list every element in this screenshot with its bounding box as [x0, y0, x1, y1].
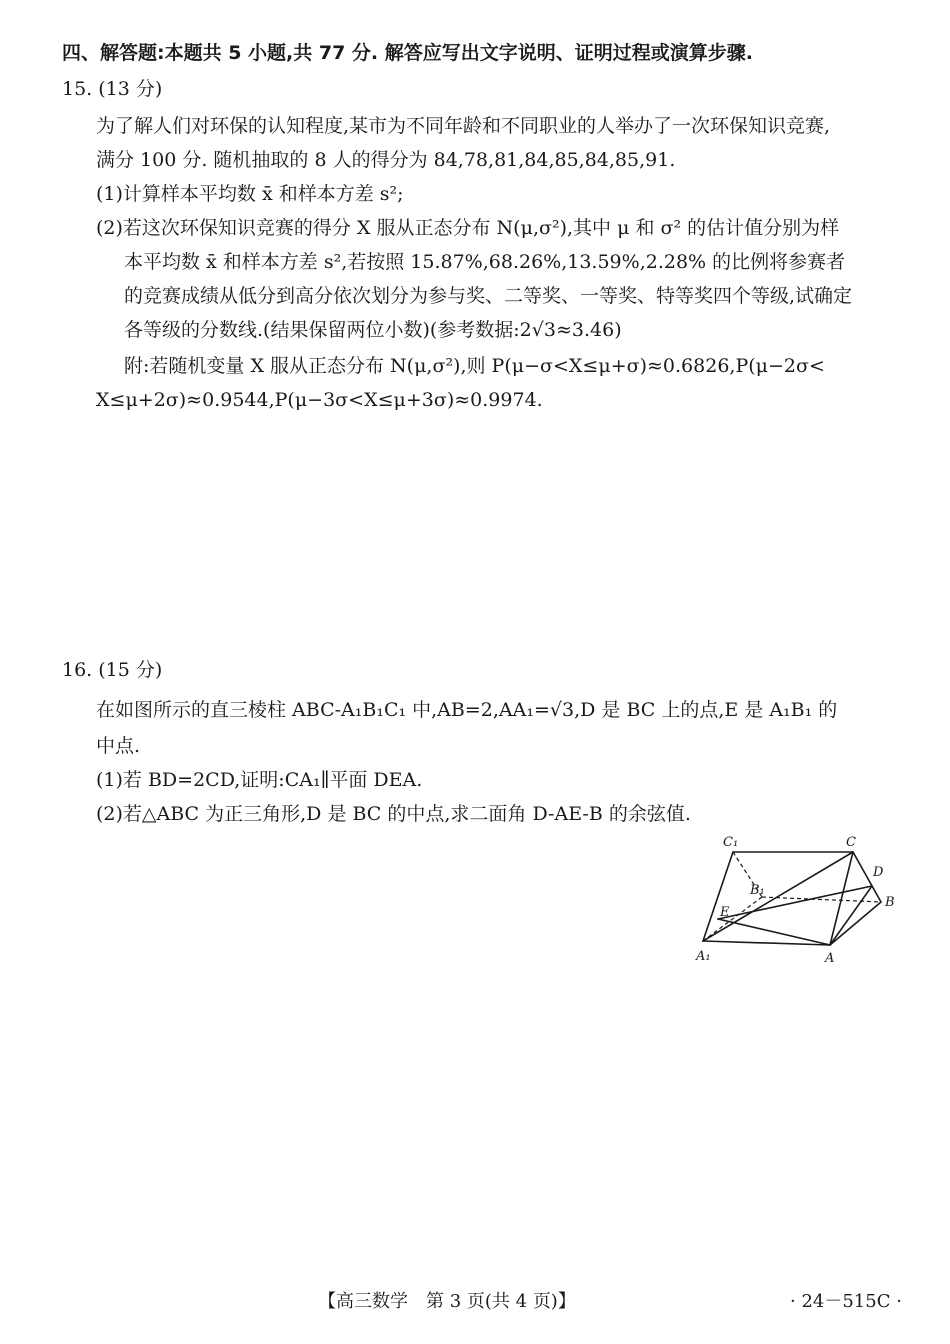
question-16-line: 中点.	[96, 735, 141, 757]
label-a: A	[825, 951, 835, 966]
label-e: E	[720, 905, 730, 920]
edge-c1-a1	[703, 852, 733, 941]
question-15-line: (1)计算样本平均数 x̄ 和样本方差 s²;	[96, 183, 404, 205]
label-b1: B₁	[750, 883, 765, 898]
label-c: C	[846, 835, 856, 850]
label-d: D	[873, 865, 884, 880]
question-15-line: 满分 100 分. 随机抽取的 8 人的得分为 84,78,81,84,85,84,85,91.	[96, 149, 676, 171]
question-15-line: (2)若这次环保知识竞赛的得分 X 服从正态分布 N(μ,σ²),其中 μ 和 σ² 的估计值分别为样	[96, 217, 840, 239]
segment-e-a	[718, 919, 830, 945]
question-15-line: X≤μ+2σ)≈0.9544,P(μ−3σ<X≤μ+3σ)≈0.9974.	[96, 389, 543, 411]
page-footer-code: · 24－515C ·	[790, 1291, 902, 1312]
segment-c-a1	[703, 852, 853, 941]
label-c1: C₁	[723, 835, 739, 850]
edge-a1-a	[703, 941, 830, 945]
question-15-line: 各等级的分数线.(结果保留两位小数)(参考数据:2√3≈3.46)	[124, 319, 622, 341]
section-header: 四、解答题:本题共 5 小题,共 77 分. 解答应写出文字说明、证明过程或演算步骤.	[62, 42, 753, 64]
hidden-edge-b1-a1	[703, 897, 762, 941]
label-a1: A₁	[696, 949, 711, 964]
question-16-line: (1)若 BD=2CD,证明:CA₁∥平面 DEA.	[96, 769, 423, 791]
page-footer-label: 【高三数学 第 3 页(共 4 页)】	[318, 1291, 576, 1312]
edge-c-a	[830, 852, 853, 945]
prism-diagram	[690, 830, 910, 970]
label-b: B	[885, 895, 895, 910]
question-15-line: 为了解人们对环保的认知程度,某市为不同年龄和不同职业的人举办了一次环保知识竞赛,	[96, 115, 831, 137]
question-15-line: 的竞赛成绩从低分到高分依次划分为参与奖、二等奖、一等奖、特等奖四个等级,试确定	[124, 285, 853, 307]
question-15-line: 本平均数 x̄ 和样本方差 s²,若按照 15.87%,68.26%,13.59%,2.28% 的比例将参赛者	[124, 251, 846, 273]
question-16-number: 16. (15 分)	[62, 659, 163, 681]
question-15-number: 15. (13 分)	[62, 78, 163, 100]
question-16-line: (2)若△ABC 为正三角形,D 是 BC 的中点,求二面角 D-AE-B 的余弦值.	[96, 803, 691, 825]
question-16-line: 在如图所示的直三棱柱 ABC-A₁B₁C₁ 中,AB=2,AA₁=√3,D 是 BC 上的点,E 是 A₁B₁ 的	[96, 699, 838, 721]
question-15-line: 附:若随机变量 X 服从正态分布 N(μ,σ²),则 P(μ−σ<X≤μ+σ)≈0.6826,P(μ−2σ<	[124, 355, 825, 377]
segment-e-d	[718, 886, 872, 919]
